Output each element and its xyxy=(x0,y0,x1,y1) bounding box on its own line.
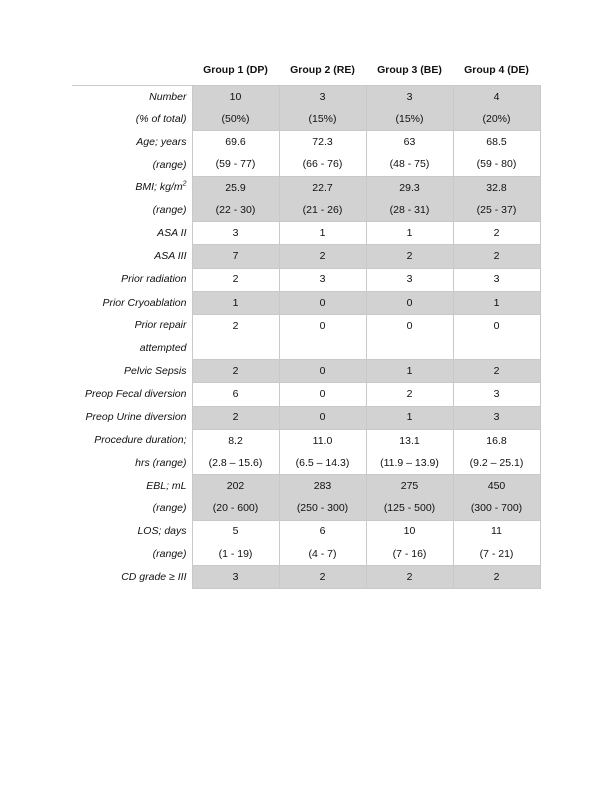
table-cell: 13.1 xyxy=(366,429,453,452)
table-row xyxy=(72,268,540,291)
table-cell: 450 xyxy=(453,475,540,498)
table-row xyxy=(72,543,540,566)
table-cell: 3 xyxy=(192,222,279,245)
table-cell: 2 xyxy=(279,565,366,588)
row-label: Number xyxy=(72,86,192,109)
table-cell: (50%) xyxy=(192,108,279,131)
table-row xyxy=(72,337,540,360)
table-cell: 2 xyxy=(366,245,453,268)
table-cell: 11 xyxy=(453,520,540,543)
row-label: hrs (range) xyxy=(135,457,187,470)
header-group-1: Group 1 (DP) xyxy=(203,64,268,76)
header-group-4: Group 4 (DE) xyxy=(464,64,529,76)
table-cell: (2.8 – 15.6) xyxy=(192,452,279,475)
table-cell: 25.9 xyxy=(192,176,279,199)
table-cell: 3 xyxy=(453,406,540,429)
table-cell xyxy=(192,337,279,360)
table-cell: 2 xyxy=(453,222,540,245)
table-cell: (15%) xyxy=(279,108,366,131)
table-cell: 11.0 xyxy=(279,429,366,452)
table-cell: (6.5 – 14.3) xyxy=(279,452,366,475)
table-cell: 16.8 xyxy=(453,429,540,452)
table-cell: 22.7 xyxy=(279,176,366,199)
table-cell: (25 - 37) xyxy=(453,199,540,222)
table-cell: 32.8 xyxy=(453,176,540,199)
table-row xyxy=(72,131,540,154)
table-row xyxy=(72,154,540,177)
table-row xyxy=(72,176,540,199)
outcomes-table xyxy=(72,55,541,589)
table-cell: (7 - 16) xyxy=(366,543,453,566)
table-cell: 0 xyxy=(453,314,540,337)
table-row xyxy=(72,429,540,452)
header-group-3: Group 3 (BE) xyxy=(377,64,442,76)
table-cell: 3 xyxy=(453,383,540,406)
table-cell: 2 xyxy=(453,565,540,588)
table-header-row xyxy=(72,55,540,86)
table-cell xyxy=(366,337,453,360)
row-label: (range) xyxy=(152,204,187,217)
table-cell: (15%) xyxy=(366,108,453,131)
table-cell: 2 xyxy=(366,383,453,406)
row-label: Prior repair xyxy=(134,319,187,332)
row-label: CD grade ≥ III xyxy=(121,570,187,583)
table-cell: 2 xyxy=(192,314,279,337)
row-label: (range) xyxy=(152,502,187,515)
table-cell: 10 xyxy=(192,86,279,109)
table-row xyxy=(72,406,540,429)
header-group-2: Group 2 (RE) xyxy=(290,64,355,76)
row-label: (range) xyxy=(152,158,187,171)
table-cell: 283 xyxy=(279,475,366,498)
table-row xyxy=(72,452,540,475)
table-cell: (4 - 7) xyxy=(279,543,366,566)
row-label: Pelvic Sepsis xyxy=(124,365,187,378)
row-label: Age; years xyxy=(136,135,187,148)
table-row xyxy=(72,475,540,498)
table-cell: 0 xyxy=(279,314,366,337)
bmi-label-text: BMI; kg/m xyxy=(135,181,183,194)
table-cell: (125 - 500) xyxy=(366,497,453,520)
row-label xyxy=(72,176,192,199)
table-cell: (300 - 700) xyxy=(453,497,540,520)
table-cell: 2 xyxy=(366,565,453,588)
row-label: attempted xyxy=(139,342,187,355)
table-row xyxy=(72,245,540,268)
table-row xyxy=(72,86,540,109)
table-cell: 4 xyxy=(453,86,540,109)
table-cell: 0 xyxy=(279,383,366,406)
table-cell: 8.2 xyxy=(192,429,279,452)
table-cell: (28 - 31) xyxy=(366,199,453,222)
table-cell: 10 xyxy=(366,520,453,543)
table-row xyxy=(72,222,540,245)
table-cell: 3 xyxy=(192,565,279,588)
table-cell: 5 xyxy=(192,520,279,543)
table-row xyxy=(72,520,540,543)
table-row xyxy=(72,314,540,337)
row-label: (range) xyxy=(152,547,187,560)
table-cell: 1 xyxy=(366,222,453,245)
table-cell: 68.5 xyxy=(453,131,540,154)
table-cell: 1 xyxy=(192,291,279,314)
table-cell: (9.2 – 25.1) xyxy=(453,452,540,475)
table-row xyxy=(72,497,540,520)
table-cell: 0 xyxy=(279,291,366,314)
table-cell: 3 xyxy=(279,268,366,291)
table-cell: 2 xyxy=(192,268,279,291)
table-cell: 6 xyxy=(279,520,366,543)
table-body xyxy=(72,86,540,589)
table-cell: (11.9 – 13.9) xyxy=(366,452,453,475)
row-label: Preop Urine diversion xyxy=(85,411,187,424)
row-label: EBL; mL xyxy=(146,479,187,492)
row-label: Prior radiation xyxy=(121,273,187,286)
table-cell: (7 - 21) xyxy=(453,543,540,566)
table-cell: 7 xyxy=(192,245,279,268)
table-cell: 69.6 xyxy=(192,131,279,154)
table-cell: 6 xyxy=(192,383,279,406)
table-cell: (250 - 300) xyxy=(279,497,366,520)
table-cell: (59 - 80) xyxy=(453,154,540,177)
table-cell: 275 xyxy=(366,475,453,498)
table-cell: (59 - 77) xyxy=(192,154,279,177)
table-cell: 72.3 xyxy=(279,131,366,154)
table-cell: 1 xyxy=(366,360,453,383)
table-cell xyxy=(279,337,366,360)
table-row xyxy=(72,565,540,588)
row-label: Procedure duration; xyxy=(94,434,187,447)
table-cell: 2 xyxy=(192,360,279,383)
table-cell: 2 xyxy=(453,360,540,383)
table-cell: 29.3 xyxy=(366,176,453,199)
outcomes-table-container xyxy=(72,55,540,589)
table-row xyxy=(72,199,540,222)
table-cell xyxy=(453,337,540,360)
table-cell: 1 xyxy=(366,406,453,429)
table-cell: (1 - 19) xyxy=(192,543,279,566)
table-cell: 0 xyxy=(366,291,453,314)
table-cell: (48 - 75) xyxy=(366,154,453,177)
table-cell: 63 xyxy=(366,131,453,154)
table-cell: 2 xyxy=(279,245,366,268)
table-cell: 3 xyxy=(366,268,453,291)
table-cell: 202 xyxy=(192,475,279,498)
table-cell: (20 - 600) xyxy=(192,497,279,520)
table-cell: 0 xyxy=(279,406,366,429)
row-label: LOS; days xyxy=(137,525,187,538)
table-cell: (20%) xyxy=(453,108,540,131)
row-label: (% of total) xyxy=(135,113,187,126)
table-cell: 2 xyxy=(192,406,279,429)
table-cell: 3 xyxy=(366,86,453,109)
table-cell: 2 xyxy=(453,245,540,268)
table-cell: 0 xyxy=(279,360,366,383)
header-blank-cell xyxy=(72,55,192,86)
table-row xyxy=(72,108,540,131)
table-row xyxy=(72,360,540,383)
row-label: ASA III xyxy=(154,250,187,263)
table-cell: (21 - 26) xyxy=(279,199,366,222)
bmi-label-superscript: 2 xyxy=(182,180,187,188)
row-label: ASA II xyxy=(157,226,187,239)
table-cell: (66 - 76) xyxy=(279,154,366,177)
table-cell: 3 xyxy=(453,268,540,291)
table-row xyxy=(72,383,540,406)
table-row xyxy=(72,291,540,314)
row-label: Preop Fecal diversion xyxy=(84,388,187,401)
row-label: Prior Cryoablation xyxy=(102,296,187,309)
table-cell: 1 xyxy=(453,291,540,314)
table-cell: 1 xyxy=(279,222,366,245)
table-cell: 3 xyxy=(279,86,366,109)
table-cell: (22 - 30) xyxy=(192,199,279,222)
table-cell: 0 xyxy=(366,314,453,337)
